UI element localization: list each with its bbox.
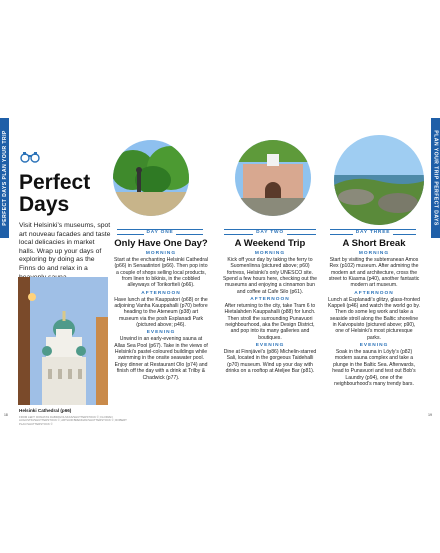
day-one-bar <box>117 229 203 235</box>
day-one-afternoon-text: Have lunch at the Kauppatori (p68) or the adjoining Vanha Kauppahalli (p70) before heading to the Ateneum (p38) art museum via the posh Esplanadi Park (pictured above; p46). <box>114 296 208 329</box>
kaivopuisto-photo <box>334 135 424 225</box>
intro-text: Visit Helsinki’s museums, spot art nouveau facades and taste local delicacies in market halls. Wrap up your days of exploring by doing as the Finns do and relax in a <box>19 222 111 272</box>
side-tab-right <box>431 118 440 238</box>
photo-credit: FROM LEFT: DONATAS DABRAVOLSKAS/SHUTTERSTOCK ©; FLORIAN AUGUSTIN/SHUTTERSTOCK ©; ARTHUR BRENNAN/SHUTTERSTOCK ©; ROBERT PLAC/SHUTTERSTOCK © <box>19 415 127 426</box>
day-two-morning-label: MORNING <box>254 251 286 256</box>
day-three-evening-text: Soak in the sauna in Löyly’s (p82) modern sauna complex and take a plunge in the Baltic Sea. Afterwards, head to Punavuori and test out Bob’s Laundry (p94), one of the neighbourhood’s many trendy bars. <box>332 349 416 387</box>
day-one-evening-text: Unwind in an early-evening sauna at Allas Sea Pool (p67). Take in the views of Helsinki’s pastel-coloured buildings while swimming in the onsite seawater pool. Enjoy dinner at Restaurant Olo (p74) and finish off the day with a drink at Trilby & Chadwick (p77). <box>114 336 208 381</box>
day-two-morning-text: Kick off your day by taking the ferry to Suomenlinna (pictured above; p60) fortress, Helsinki’s only UNESCO site. Spend a few hours here, checking out the museums and enjoying a cinnamon bun and coffee at Cafe Silo (p61). <box>222 257 317 295</box>
day-one-evening-label: EVENING <box>146 330 176 336</box>
day-one-morning-text: Start at the enchanting Helsinki Cathedral (p66) in Senaatintori (p66). Then pop into a couple of shops selling local products, from linen to bikinis, in the cobbled alleyways of Torikortteli (p66). <box>114 257 209 289</box>
day-two-afternoon-label: AFTERNOON <box>250 297 290 303</box>
esplanadi-park-photo <box>113 140 189 216</box>
day-one-morning-label: MORNING <box>145 251 177 256</box>
day-three-morning-label: MORNING <box>358 251 390 256</box>
day-one-column <box>114 238 208 381</box>
day-three-afternoon-text: Lunch at Esplanadi’s glitzy, glass-fronted Kappeli (p46) and watch the world go by. Then do some leg work and take a seaside stroll along the Baltic shoreline in Kaivopuisto (pictured above; p90), one of Helsinki’s most picturesque parks. <box>328 296 420 341</box>
day-three-column <box>328 238 420 387</box>
day-one-afternoon-label: AFTERNOON <box>141 290 181 296</box>
cathedral-photo <box>18 277 108 405</box>
day-three-bar <box>330 229 416 235</box>
side-tab-left-label: PERFECT DAYS PLAN YOUR TRIP <box>1 130 8 226</box>
day-two-evening-label: EVENING <box>255 343 285 349</box>
page-number-right: 19 <box>428 413 432 417</box>
day-three-evening-label: EVENING <box>359 343 389 349</box>
binoculars-icon <box>20 151 40 163</box>
day-three-afternoon-label: AFTERNOON <box>354 290 394 296</box>
day-three-label: DAY THREE <box>353 230 393 235</box>
page-title: Perfect Days <box>19 171 91 216</box>
day-one-label: DAY ONE <box>144 230 177 235</box>
side-tab-left <box>0 118 9 238</box>
side-tab-right-label: PLAN YOUR TRIP PERFECT DAYS <box>432 130 439 226</box>
day-two-evening-text: Dine at Finnjävel’s (p86) Michelin-starred Sali, located in the gorgeous Taidehalli (p70) museum. Wind up your day with drinks on a rooftop at Ateljee Bar (p81). <box>223 349 317 375</box>
day-three-morning-text: Start by visiting the subterranean Amos Rex (p102) museum. After admiring the modern art and architecture, cross the street to Kiasma (p40), another fantastic modern art museum. <box>328 257 420 289</box>
day-two-column <box>221 238 319 375</box>
day-one-heading: Only Have One Day? <box>114 238 208 249</box>
day-three-heading: A Short Break <box>342 238 406 249</box>
day-two-label: DAY TWO <box>253 230 287 235</box>
day-two-afternoon-text: After returning to the city, take Tram 6 to Hietalahden Kauppahalli (p88) for lunch. Then stroll the surrounding Punavuori neighbourhood, aka the Design District, and pop into its many galleries and boutiques. <box>224 303 316 341</box>
day-two-heading: A Weekend Trip <box>234 238 306 249</box>
page-number-left: 18 <box>4 413 8 417</box>
day-two-bar <box>224 229 316 235</box>
suomenlinna-photo <box>235 140 311 216</box>
photo-caption: Helsinki Cathedral (p66) <box>19 408 72 413</box>
